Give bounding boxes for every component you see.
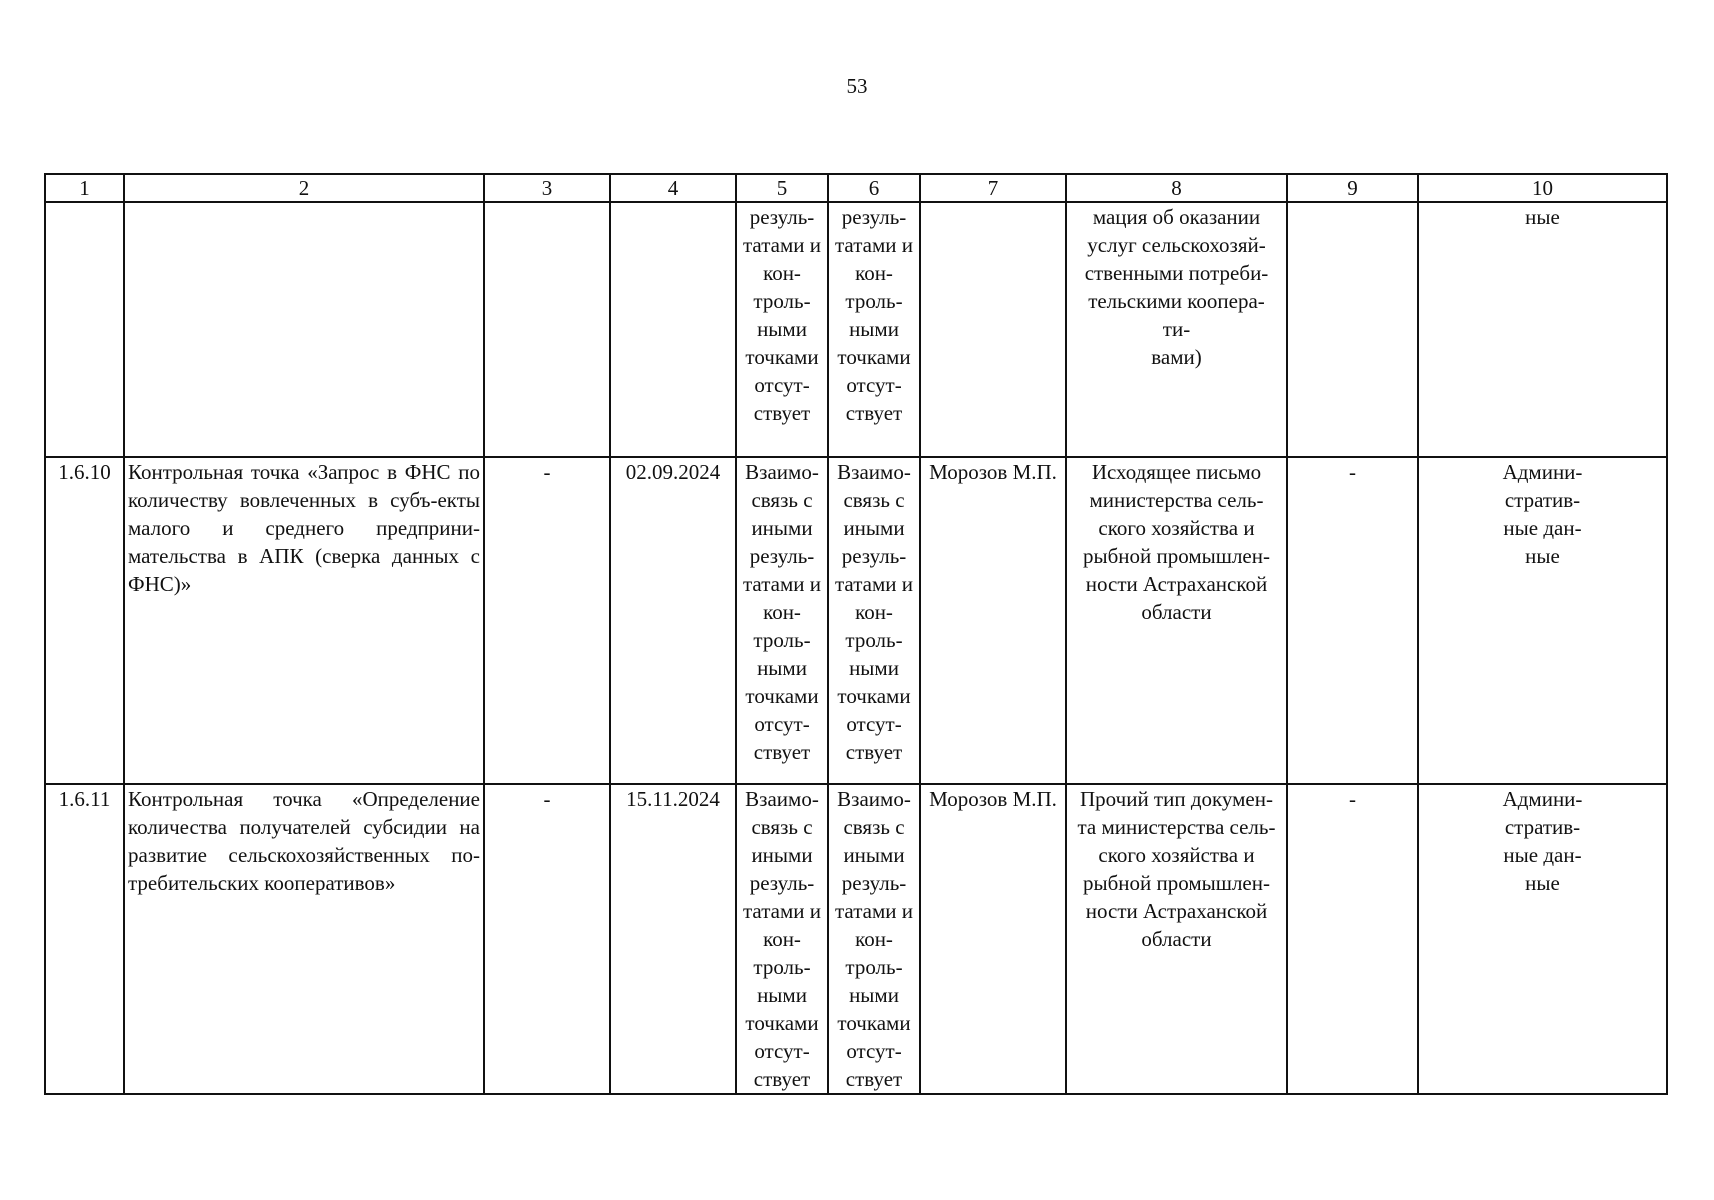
relation-cell: Взаимо- связь с иными резуль- татами и кон- троль- ными точками отсут- ствует [828, 457, 920, 784]
table-cell [920, 202, 1066, 457]
header-cell: 5 [736, 174, 828, 202]
relation-cell: Взаимо- связь с иными резуль- татами и кон- троль- ными точками отсут- ствует [828, 784, 920, 1094]
responsible-cell: Морозов М.П. [920, 784, 1066, 1094]
header-cell: 9 [1287, 174, 1418, 202]
document-cell: Прочий тип докумен- та министерства сель- ского хозяйства и рыбной промышлен- ности Астраханской области [1066, 784, 1287, 1094]
source-cell: ные [1418, 202, 1667, 457]
table-cell [124, 202, 484, 457]
table-row [45, 784, 1667, 1094]
header-cell: 6 [828, 174, 920, 202]
row-number: 1.6.10 [45, 457, 124, 784]
date-cell: 02.09.2024 [610, 457, 736, 784]
document-cell: Исходящее письмо министерства сель- ского хозяйства и рыбной промышлен- ности Астраханской области [1066, 457, 1287, 784]
header-cell: 4 [610, 174, 736, 202]
table-cell [1287, 202, 1418, 457]
table-cell [45, 202, 124, 457]
table-cell: - [1287, 457, 1418, 784]
header-cell: 1 [45, 174, 124, 202]
continuation-row [45, 202, 1667, 457]
relation-cell: Взаимо- связь с иными резуль- татами и кон- троль- ными точками отсут- ствует [736, 457, 828, 784]
row-number: 1.6.11 [45, 784, 124, 1094]
table-row [45, 457, 1667, 784]
header-cell: 8 [1066, 174, 1287, 202]
header-row [45, 174, 1667, 202]
table-cell: - [484, 784, 610, 1094]
table-cell [484, 202, 610, 457]
header-cell: 2 [124, 174, 484, 202]
source-cell: Админи- стратив- ные дан- ные [1418, 457, 1667, 784]
responsible-cell: Морозов М.П. [920, 457, 1066, 784]
table-cell [610, 202, 736, 457]
table-cell: - [484, 457, 610, 784]
checkpoint-name: Контрольная точка «Запрос в ФНС по количеству вовлеченных в субъ-екты малого и среднего предприни-мательства в АПК (сверка данных с ФНС)» [124, 457, 484, 784]
header-cell: 3 [484, 174, 610, 202]
source-cell: Админи- стратив- ные дан- ные [1418, 784, 1667, 1094]
relation-cell: резуль- татами и кон- троль- ными точками отсут- ствует [828, 202, 920, 457]
page-number: 53 [846, 74, 868, 98]
checkpoint-name: Контрольная точка «Определение количества получателей субсидии на развитие сельскохозяйственных по-требительских кооперативов» [124, 784, 484, 1094]
relation-cell: Взаимо- связь с иными резуль- татами и кон- троль- ными точками отсут- ствует [736, 784, 828, 1094]
document-cell: мация об оказании услуг сельскохозяй- ственными потреби- тельскими коопера- ти- вами) [1066, 202, 1287, 457]
header-cell: 10 [1418, 174, 1667, 202]
table-cell: - [1287, 784, 1418, 1094]
date-cell: 15.11.2024 [610, 784, 736, 1094]
header-cell: 7 [920, 174, 1066, 202]
data-table [44, 173, 1668, 1095]
relation-cell: резуль- татами и кон- троль- ными точками отсут- ствует [736, 202, 828, 457]
